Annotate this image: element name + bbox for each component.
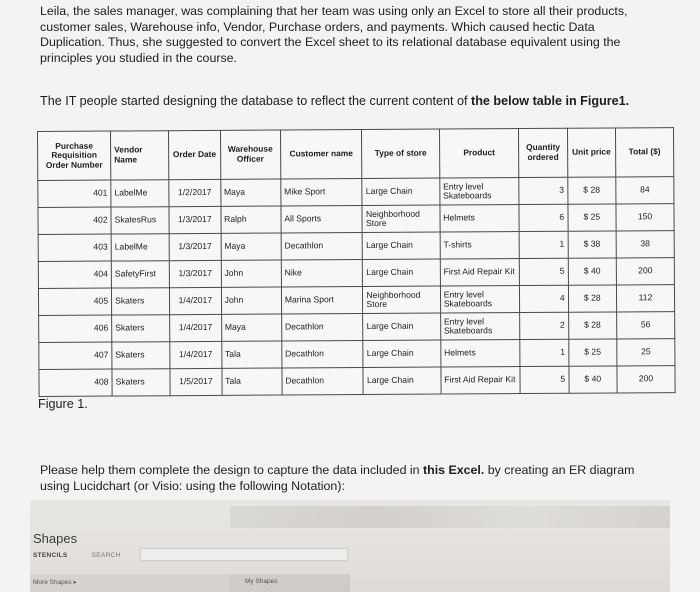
table-cell: SkatesRus: [111, 207, 169, 234]
intro-line-2: customer sales, Warehouse info, Vendor, Purchase orders, and payments. Which caused hectic Data: [40, 19, 595, 34]
table-cell: SafetyFirst: [111, 261, 169, 288]
table-cell: John: [221, 287, 281, 314]
table-cell: 25: [617, 339, 675, 366]
request-text-1: Please help them complete the design to capture the data included in: [40, 463, 423, 477]
table-cell: 406: [39, 315, 112, 342]
it-paragraph-bold: the below table in Figure1.: [471, 94, 630, 108]
request-line-2: using Lucidchart (or Visio: using the following Notation):: [40, 478, 345, 493]
table-cell: Large Chain: [363, 340, 441, 367]
table-cell: 401: [38, 180, 111, 207]
table-row: [39, 339, 675, 370]
table-cell: $ 25: [568, 204, 617, 231]
table-row: [39, 366, 675, 397]
table-cell: Maya: [220, 179, 280, 206]
table-cell: $ 25: [568, 339, 617, 366]
blurred-toolbar: [230, 506, 670, 528]
it-paragraph-text: The IT people started designing the database to reflect the current content of: [40, 94, 472, 108]
table-row: [39, 312, 675, 343]
table-cell: 200: [616, 258, 674, 285]
table-cell: Nike: [281, 260, 363, 287]
table-cell: 408: [39, 369, 112, 396]
table-row: [38, 285, 674, 316]
table-cell: 1/2/2017: [169, 179, 221, 206]
request-bold: this Excel.: [423, 463, 485, 477]
col-header: Quantity ordered: [519, 128, 568, 177]
table-cell: Tala: [222, 368, 282, 395]
col-header: Vendor Name: [111, 131, 169, 180]
request-line-1: [40, 463, 660, 479]
table-cell: Neighborhood Store: [362, 205, 440, 232]
table-cell: Entry level Skateboards: [440, 313, 520, 340]
col-header: Purchase Requisition Order Number: [38, 131, 111, 180]
table-cell: First Aid Repair Kit: [440, 259, 520, 286]
col-header: Total ($): [615, 128, 673, 177]
intro-paragraph: [40, 4, 660, 66]
table-cell: Skaters: [112, 288, 170, 315]
table-cell: $ 28: [567, 177, 616, 204]
col-header: Order Date: [169, 130, 221, 179]
table-cell: Skaters: [112, 369, 170, 396]
table-row: [38, 258, 674, 289]
table-cell: 3: [519, 177, 568, 204]
table-cell: Maya: [221, 233, 281, 260]
figure-caption: Figure 1.: [38, 397, 88, 411]
table-cell: Neighborhood Store: [363, 286, 441, 313]
table-cell: 5: [520, 366, 569, 393]
table-cell: Helmets: [440, 205, 520, 232]
intro-line-1: Leila, the sales manager, was complaining that her team was using only an Excel to store all their products,: [40, 4, 628, 18]
table-cell: $ 40: [568, 258, 617, 285]
more-shapes-label: More Shapes: [33, 579, 72, 586]
it-paragraph: [40, 94, 660, 110]
table-cell: 402: [38, 207, 111, 234]
more-shapes-button[interactable]: [33, 578, 77, 586]
table-cell: 1/3/2017: [169, 260, 221, 287]
table-cell: 200: [617, 366, 675, 393]
table-cell: 4: [520, 285, 569, 312]
table-cell: 1: [519, 231, 568, 258]
table-cell: Entry level Skateboards: [440, 286, 520, 313]
table-body: [38, 177, 675, 397]
table-cell: 1: [520, 339, 569, 366]
request-text-2: by creating an ER diagram: [484, 463, 635, 477]
table-cell: Tala: [221, 341, 281, 368]
shapes-panel: [30, 500, 670, 592]
col-header: Customer name: [280, 130, 362, 179]
table-cell: 404: [38, 261, 111, 288]
shapes-tabs: [33, 552, 143, 559]
table-cell: 6: [519, 204, 568, 231]
tab-stencils[interactable]: STENCILS: [33, 552, 68, 559]
table-cell: Decathlon: [281, 314, 363, 341]
table-cell: 150: [616, 204, 674, 231]
table-cell: Large Chain: [363, 313, 441, 340]
col-header: Warehouse Officer: [220, 130, 280, 179]
table-cell: 1/5/2017: [170, 368, 222, 395]
table-cell: Decathlon: [281, 233, 363, 260]
col-header: Product: [439, 129, 519, 178]
table-cell: Large Chain: [363, 259, 441, 286]
request-paragraph: [40, 463, 660, 494]
table-cell: 1/4/2017: [170, 287, 222, 314]
table-cell: Skaters: [112, 342, 170, 369]
intro-line-3: Duplication. Thus, she suggested to convert the Excel sheet to its relational database equivalent using the: [40, 35, 621, 49]
table-cell: 1/4/2017: [170, 341, 222, 368]
table-cell: $ 38: [568, 231, 617, 258]
table-cell: 403: [38, 234, 111, 261]
table-cell: 405: [38, 288, 111, 315]
sales-table: [37, 127, 676, 397]
table-cell: 1/4/2017: [170, 314, 222, 341]
table-header-row: [38, 128, 674, 181]
table-cell: $ 28: [568, 312, 617, 339]
tab-search[interactable]: SEARCH: [91, 552, 121, 559]
col-header: Unit price: [567, 128, 616, 177]
table-cell: 112: [616, 285, 674, 312]
table-cell: $ 28: [568, 285, 617, 312]
table-cell: Marina Sport: [281, 287, 363, 314]
table-cell: Maya: [221, 314, 281, 341]
table-cell: 1/3/2017: [169, 233, 221, 260]
col-header: Type of store: [362, 129, 440, 178]
table-cell: 1/3/2017: [169, 206, 221, 233]
table-cell: LabelMe: [111, 234, 169, 261]
table-row: [38, 177, 674, 208]
table-row: [38, 231, 674, 262]
table-cell: Large Chain: [363, 367, 441, 394]
table-cell: 38: [616, 231, 674, 258]
table-cell: T-shirts: [440, 232, 520, 259]
table-row: [38, 204, 674, 235]
shapes-search-input[interactable]: [140, 548, 348, 561]
table-cell: All Sports: [281, 206, 363, 233]
table-cell: LabelMe: [111, 180, 169, 207]
caret-right-icon: ▸: [73, 579, 77, 586]
table-cell: 5: [520, 258, 569, 285]
intro-line-4: principles you studied in the course.: [40, 50, 237, 65]
table-cell: 56: [617, 312, 675, 339]
table-cell: 84: [616, 177, 674, 204]
table-cell: Decathlon: [282, 341, 364, 368]
table-cell: First Aid Repair Kit: [441, 367, 521, 394]
table-cell: Skaters: [112, 315, 170, 342]
table-cell: Ralph: [221, 206, 281, 233]
table-cell: $ 40: [569, 366, 618, 393]
figure-1-table-wrapper: [37, 127, 676, 397]
table-cell: Large Chain: [363, 232, 441, 259]
table-cell: 2: [520, 312, 569, 339]
table-cell: John: [221, 260, 281, 287]
shapes-title: Shapes: [33, 531, 78, 546]
table-cell: Entry level Skateboards: [440, 178, 520, 205]
my-shapes-label[interactable]: My Shapes: [245, 578, 278, 585]
table-cell: 407: [39, 342, 112, 369]
table-cell: Large Chain: [362, 178, 440, 205]
table-cell: Decathlon: [282, 368, 364, 395]
table-cell: Mike Sport: [281, 179, 363, 206]
table-cell: Helmets: [441, 340, 521, 367]
